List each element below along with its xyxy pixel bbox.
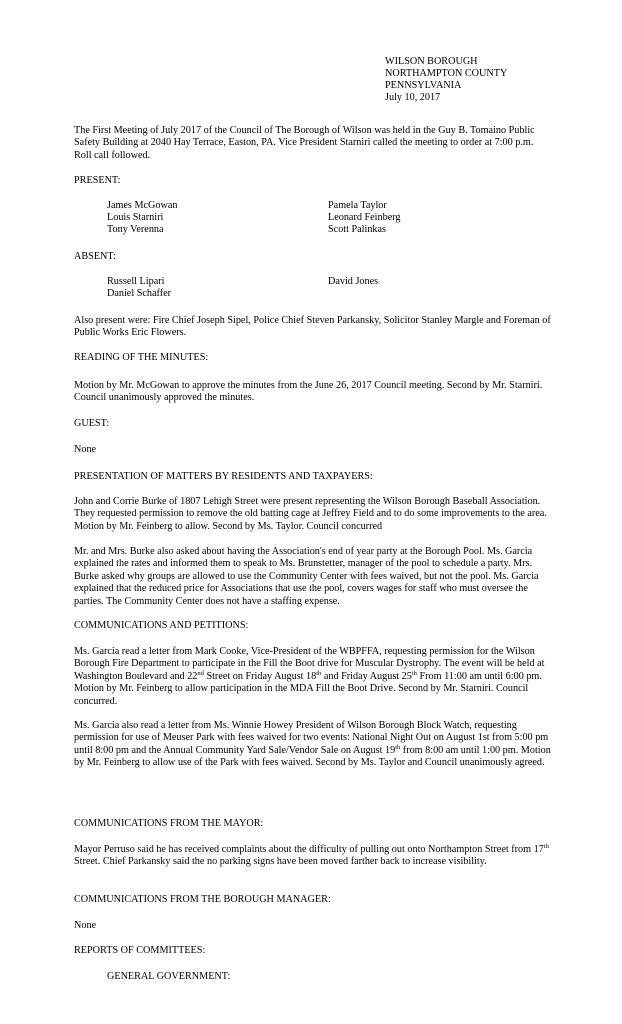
ordinal-suffix: th: [411, 669, 417, 677]
communications-p1-text: From 11:00 am until 6:00 pm. Motion by Mr. Feinberg to allow participation in the MDA Fill the Boot Drive. Second by Mr. Starniri. Council concurred.: [74, 670, 542, 707]
absent-member: Daniel Schaffer: [107, 288, 172, 299]
ordinal-suffix: th: [395, 743, 401, 751]
communications-p1-text: Street on Friday August 18: [203, 670, 317, 682]
manager-text: None: [74, 920, 97, 931]
minutes-heading: READING OF THE MINUTES:: [74, 352, 209, 363]
also-present-paragraph: Also present were: Fire Chief Joseph Sipel, Police Chief Steven Parkansky, Solicitor Stanley Margle and Foreman of Public Works Eric Flowers.: [74, 315, 551, 339]
present-member: Pamela Taylor: [328, 200, 387, 211]
header-county: NORTHAMPTON COUNTY: [385, 68, 508, 79]
present-heading: PRESENT:: [74, 175, 121, 186]
guest-text: None: [74, 444, 97, 455]
present-member: Leonard Feinberg: [328, 212, 401, 223]
header-borough: WILSON BOROUGH: [385, 56, 478, 67]
mayor-text: Mayor Perruso said he has received complaints about the difficulty of pulling out onto Northampton Street from 17: [74, 844, 544, 855]
communications-paragraph-2: [74, 720, 552, 770]
mayor-text: Street. Chief Parkansky said the no parking signs have been moved farther back to increase visibility.: [74, 856, 487, 868]
header-date: July 10, 2017: [385, 92, 441, 103]
manager-heading: COMMUNICATIONS FROM THE BOROUGH MANAGER:: [74, 894, 331, 905]
mayor-heading: COMMUNICATIONS FROM THE MAYOR:: [74, 818, 264, 829]
absent-heading: ABSENT:: [74, 251, 116, 262]
minutes-paragraph: Motion by Mr. McGowan to approve the minutes from the June 26, 2017 Council meeting. Second by Mr. Starniri. Council unanimously approved the minutes.: [74, 380, 543, 404]
communications-heading: COMMUNICATIONS AND PETITIONS:: [74, 620, 249, 631]
guest-heading: GUEST:: [74, 418, 110, 429]
present-member: Louis Starniri: [107, 212, 164, 223]
residents-heading: PRESENTATION OF MATTERS BY RESIDENTS AND TAXPAYERS:: [74, 471, 373, 482]
communications-p2-text: Ms. Garcia also read a letter from Ms. Winnie Howey President of Wilson Borough Block Watch, requesting permission for use of Meuser Park with fees waived for two events: National Night Out on August 1st from 5:00 pm until 8:00 pm and the Annual Community Yard Sale/Vendor Sale on August 19: [74, 720, 549, 756]
present-member: Scott Palinkas: [328, 224, 387, 235]
present-member: James McGowan: [107, 200, 178, 211]
communications-p1-text: and Friday August 25: [321, 670, 412, 682]
present-member: Tony Verenna: [107, 224, 164, 235]
intro-paragraph: The First Meeting of July 2017 of the Council of The Borough of Wilson was held in the Guy B. Tomaino Public Safety Building at 2040 Hay Terrace, Easton, PA. Vice President Starniri called the meeting to order at 7:00 p.m. Roll call followed.: [74, 125, 535, 161]
ordinal-suffix: th: [543, 843, 549, 850]
communications-paragraph-1: [74, 646, 552, 708]
committees-heading: REPORTS OF COMMITTEES:: [74, 945, 206, 956]
mayor-paragraph: [74, 844, 552, 869]
communications-p1-text: Ms. Garcia read a letter from Mark Cooke, Vice-President of the WBPFFA, requesting permission for the Wilson Borough Fire Department to participate in the Fill the Boot drive for Muscular Dystrophy. The event will be held at Washington Boulevard and 22: [74, 646, 545, 682]
communications-p2-text: from 8:00 am until 1:00 pm. Motion by Mr. Feinberg to allow use of the Park with fees waived. Second by Ms. Taylor and Council unanimously agreed.: [74, 744, 551, 769]
ordinal-suffix: th: [316, 669, 322, 677]
residents-paragraph-1: John and Corrie Burke of 1807 Lehigh Street were present representing the Wilson Borough Baseball Association. They requested permission to remove the old batting cage at Jeffrey Field and to do some improvements to the area. Motion by Mr. Feinberg to allow. Second by Ms. Taylor. Council concurred: [74, 496, 547, 532]
header-state: PENNSYLVANIA: [385, 80, 462, 91]
absent-member: Russell Lipari: [107, 276, 165, 287]
committee-general-government: GENERAL GOVERNMENT:: [107, 971, 231, 982]
ordinal-suffix: nd: [197, 669, 204, 677]
residents-paragraph-2: Mr. and Mrs. Burke also asked about having the Association's end of year party at the Borough Pool. Ms. Garcia explained the rates and informed them to speak to Ms. Brunstetter, manager of the pool to schedule a party. Mrs. Burke asked why groups are allowed to use the Community Center with fees waived, but not the pool. Ms. Garcia explained that the reduced price for Associations that use the pool, covers wages for staff who must oversee the parties. The Community Center does not have a staffing expense.: [74, 546, 539, 607]
absent-member: David Jones: [328, 276, 379, 287]
